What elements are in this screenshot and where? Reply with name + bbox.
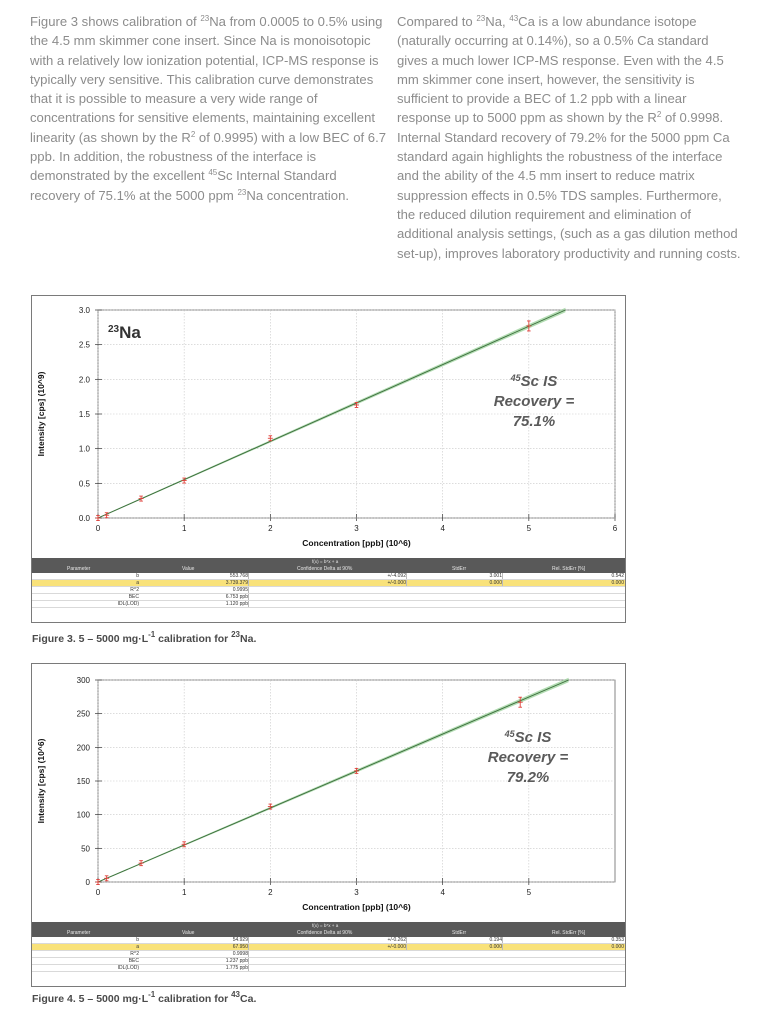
recovery-annotation-line2: Recovery = xyxy=(493,393,575,410)
text-run: of 0.9995) with a low BEC of 6.7 ppb. In addition, the robustness of the interface is demonstrated by the excellent xyxy=(30,129,386,184)
x-axis-label: Concentration [ppb] (10^6) xyxy=(302,902,411,912)
element-mass: 23 xyxy=(108,324,120,335)
y-tick-label: 2.5 xyxy=(78,340,90,350)
stats-cell-val: 3.739.379 xyxy=(182,580,249,586)
superscript: 2 xyxy=(190,129,196,139)
body-text-right xyxy=(397,12,742,263)
y-tick-label: 2.0 xyxy=(78,375,90,385)
stats-header-cell: Rel. StdErr [%] xyxy=(552,566,586,572)
superscript: 23 xyxy=(237,187,247,197)
y-tick-label: 250 xyxy=(76,709,90,719)
na-stats-table xyxy=(32,558,625,608)
x-tick-label: 2 xyxy=(268,888,273,897)
stats-header-row xyxy=(32,929,625,937)
stats-cell-lbl: IDL(LOD) xyxy=(117,601,139,607)
stats-cell-ci: +/-0.000 xyxy=(342,580,407,586)
x-tick-label: 5 xyxy=(526,888,532,897)
stats-cell-val: 553.768 xyxy=(182,573,249,579)
annotation-text: Sc IS xyxy=(514,729,552,746)
stats-header-cell: StdErr xyxy=(452,566,467,572)
superscript: -1 xyxy=(148,990,156,999)
caption-text: Na. xyxy=(240,633,257,645)
stats-cell-ci: +/-0.262 xyxy=(342,937,407,943)
y-tick-label: 1.0 xyxy=(78,444,90,454)
stats-header-row xyxy=(32,565,625,573)
text-run: Compared to xyxy=(397,14,477,29)
superscript: 23 xyxy=(200,14,210,23)
stats-cell-lbl: b xyxy=(136,937,139,943)
x-tick-label: 1 xyxy=(181,524,187,533)
text-run: of 0.9998. Internal Standard recovery of 79.2% for the 5000 ppm Ca standard again highlights the robustness of the interface and the ability of the 4.5 mm insert to reduce matrix suppression effects in 0.5% TDS samples. Furthermore, the reduced dilution requirement and elimination of additional analysis settings, (such as a gas dilution method set-up), improves laboratory productivity and running costs. xyxy=(397,110,741,261)
na-calibration-chart xyxy=(32,296,625,564)
stats-cell-rse: 0.353 xyxy=(611,937,624,943)
stats-cell-val: 0.9998 xyxy=(182,951,249,957)
figure-3-caption xyxy=(32,630,257,645)
stats-cell-se: 0.000 xyxy=(472,944,503,950)
caption-text: Figure 4. 5 – 5000 mg·L xyxy=(32,993,149,1005)
stats-cell-lbl: a xyxy=(136,944,139,950)
stats-cell-lbl: BEC xyxy=(128,594,139,600)
stats-row xyxy=(32,937,625,944)
annotation-mass: 45 xyxy=(504,729,515,739)
stats-formula: f(x) = b*x + a xyxy=(312,923,339,928)
text-run: Na from 0.0005 to 0.5% using the 4.5 mm skimmer cone insert. Since Na is monoisotopic with a relatively low ionization potential, ICP-MS response is typically very sensitive. This calibration curve demonstrates that it is possible to measure a very wide range of concentrations for sensitive elements, maintaining excellent linearity (as shown by the R xyxy=(30,14,383,145)
stats-cell-lbl: R^2 xyxy=(130,587,139,593)
annotation-text: Sc IS xyxy=(520,373,558,390)
y-tick-label: 300 xyxy=(76,676,90,685)
superscript: -1 xyxy=(148,630,156,639)
stats-formula-row xyxy=(32,558,625,565)
stats-row xyxy=(32,580,625,587)
text-run: Figure 3 shows calibration of xyxy=(30,14,201,29)
stats-header-cell: Confidence Delta at 90% xyxy=(297,566,353,572)
figure-4-caption xyxy=(32,990,257,1005)
stats-cell-rse: 0.000 xyxy=(611,944,624,950)
stats-cell-se: 0.194 xyxy=(472,937,503,943)
ca-stats-table xyxy=(32,922,625,972)
stats-header-cell: Value xyxy=(182,566,195,572)
x-tick-label: 2 xyxy=(268,524,273,533)
stats-cell-val: 1.120 ppb xyxy=(182,601,249,607)
stats-cell-lbl: a xyxy=(136,580,139,586)
caption-text: calibration for xyxy=(155,633,232,645)
stats-cell-se: 0.000 xyxy=(472,580,503,586)
text-run: Na, xyxy=(485,14,510,29)
paragraph-na xyxy=(30,12,390,205)
stats-formula-row xyxy=(32,922,625,929)
stats-formula: f(x) = b*x + a xyxy=(312,559,339,564)
stats-cell-val: 1.237 ppb xyxy=(182,958,249,964)
y-tick-label: 50 xyxy=(81,844,90,854)
recovery-annotation-line2: Recovery = xyxy=(487,749,569,766)
x-tick-label: 4 xyxy=(440,888,445,897)
stats-cell-val: 1.775 ppb xyxy=(182,965,249,971)
figure-na-panel xyxy=(31,295,626,623)
y-tick-label: 3.0 xyxy=(78,306,90,315)
stats-row xyxy=(32,601,625,608)
figure-ca-panel xyxy=(31,663,626,987)
x-tick-label: 6 xyxy=(612,524,618,533)
superscript: 23 xyxy=(476,14,486,23)
stats-row xyxy=(32,587,625,594)
x-tick-label: 5 xyxy=(526,524,532,533)
stats-row xyxy=(32,944,625,951)
x-tick-label: 4 xyxy=(440,524,445,533)
stats-cell-val: 67.950 xyxy=(182,944,249,950)
x-tick-label: 3 xyxy=(354,524,359,533)
stats-header-cell: Rel. StdErr [%] xyxy=(552,930,586,936)
superscript: 43 xyxy=(231,990,241,999)
stats-cell-lbl: R^2 xyxy=(130,951,139,957)
stats-cell-val: 0.9995 xyxy=(182,587,249,593)
y-tick-label: 200 xyxy=(76,743,90,753)
body-text-left xyxy=(30,12,390,205)
y-axis-label: Intensity [cps] (10^9) xyxy=(36,371,46,457)
stats-header-cell: Parameter xyxy=(67,566,91,572)
stats-cell-rse: 0.000 xyxy=(611,580,624,586)
caption-text: Figure 3. 5 – 5000 mg·L xyxy=(32,633,149,645)
y-tick-label: 1.5 xyxy=(78,410,90,419)
stats-cell-ci: +/-0.000 xyxy=(342,944,407,950)
stats-row xyxy=(32,965,625,972)
ca-calibration-chart xyxy=(32,664,625,926)
stats-row xyxy=(32,951,625,958)
x-tick-label: 0 xyxy=(95,524,101,533)
recovery-annotation-line3: 79.2% xyxy=(506,769,550,786)
text-run: Na concentration. xyxy=(246,187,349,203)
y-tick-label: 0.0 xyxy=(78,514,90,523)
stats-cell-lbl: b xyxy=(136,573,139,579)
recovery-annotation-line3: 75.1% xyxy=(512,413,556,430)
stats-cell-se: 3.001 xyxy=(472,573,503,579)
caption-text: Ca. xyxy=(240,993,257,1005)
stats-header-cell: Value xyxy=(182,930,195,936)
y-tick-label: 0 xyxy=(85,878,90,887)
stats-cell-val: 6.753 ppb xyxy=(182,594,249,600)
y-axis-label: Intensity [cps] (10^6) xyxy=(36,738,46,824)
caption-text: calibration for xyxy=(155,993,232,1005)
x-tick-label: 3 xyxy=(354,888,359,897)
stats-row xyxy=(32,573,625,580)
stats-header-cell: Confidence Delta at 90% xyxy=(297,930,353,936)
y-tick-label: 0.5 xyxy=(78,479,90,489)
superscript: 23 xyxy=(231,630,241,639)
stats-cell-lbl: BEC xyxy=(128,958,139,964)
x-axis-label: Concentration [ppb] (10^6) xyxy=(302,538,411,548)
x-tick-label: 1 xyxy=(181,888,187,897)
superscript: 2 xyxy=(656,110,662,120)
stats-row xyxy=(32,594,625,601)
stats-cell-rse: 0.542 xyxy=(611,573,624,579)
y-tick-label: 150 xyxy=(76,777,90,786)
stats-cell-lbl: IDL(LOD) xyxy=(117,965,139,971)
paragraph-ca xyxy=(397,12,742,263)
stats-cell-ci: +/-4.092 xyxy=(342,573,407,579)
stats-cell-val: 54.929 xyxy=(182,937,249,943)
text-run: Sc Internal Standard recovery of 75.1% at the 5000 ppm xyxy=(30,168,337,203)
stats-header-cell: StdErr xyxy=(452,930,467,936)
annotation-mass: 45 xyxy=(510,373,521,383)
element-symbol: Na xyxy=(119,323,141,342)
x-tick-label: 0 xyxy=(95,888,101,897)
superscript: 43 xyxy=(509,14,519,23)
stats-header-cell: Parameter xyxy=(67,930,91,936)
superscript: 45 xyxy=(208,168,218,178)
text-run: Ca is a low abundance isotope (naturally occurring at 0.14%), so a 0.5% Ca standard gives a much lower ICP-MS response. Even with the 4.5 mm skimmer cone insert, however, the sensitivity is sufficient to provide a BEC of 1.2 ppb with a linear response up to 5000 ppm as shown by the R xyxy=(397,14,724,126)
stats-row xyxy=(32,958,625,965)
y-tick-label: 100 xyxy=(76,810,90,820)
